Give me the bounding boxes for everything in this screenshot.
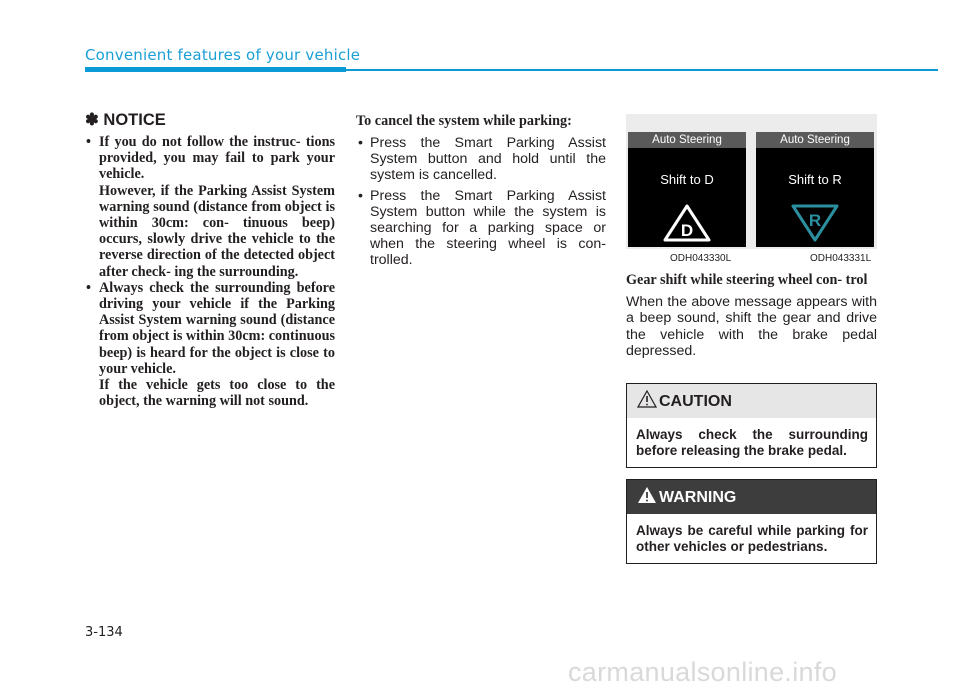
caution-header — [627, 384, 876, 418]
warning-label: WARNING — [659, 489, 737, 506]
bullet-marker: • — [86, 134, 91, 150]
panel-message: Shift to D — [660, 172, 714, 187]
cancel-section — [356, 113, 606, 273]
watermark: carmanualsonline.info — [568, 657, 837, 687]
caution-body: Always check the surrounding before releasing the brake pedal. — [636, 427, 868, 459]
caution-triangle-icon — [637, 390, 657, 408]
d-warning-triangle-icon — [663, 204, 711, 242]
gear-shift-section — [626, 272, 877, 359]
cluster-panel-shift-d — [628, 132, 746, 247]
notice-item — [85, 280, 335, 377]
figure-caption: Gear shift while steering wheel con- trol — [626, 272, 868, 288]
panel-message: Shift to R — [788, 172, 842, 187]
panel-title: Auto Steering — [628, 132, 746, 148]
image-code-left: ODH043330L — [670, 253, 732, 264]
notice-item-text: If you do not follow the instruc- tions provided, you may fail to park your vehicle. — [99, 134, 335, 183]
notice-title: ✽ NOTICE — [85, 111, 166, 129]
section-header-title: Convenient features of your vehicle — [85, 46, 361, 64]
caution-box — [626, 383, 877, 468]
cancel-item-text: Press the Smart Parking Assist System button while the system is searching for a parking space or when the steering wheel is con- trolled. — [370, 187, 606, 269]
notice-item-text: Always check the surrounding before driving your vehicle if the Parking Assist System warning sound (distance from object is within 30cm: continuous beep) is heard for the object is close to your vehicle. — [99, 279, 335, 377]
header-rule — [346, 69, 938, 71]
warning-box — [626, 479, 877, 564]
caution-label: CAUTION — [659, 393, 732, 410]
notice-item-continuation: If the vehicle gets too close to the object, the warning will not sound. — [99, 377, 335, 410]
warning-triangle-icon — [637, 486, 657, 504]
gear-shift-body: When the above message appears with a beep sound, shift the gear and drive the vehicle with the brake pedal depressed. — [626, 294, 877, 359]
bullet-marker: • — [86, 279, 91, 296]
cluster-display-figure — [626, 114, 877, 249]
page-number: 3-134 — [85, 625, 123, 640]
notice-item — [85, 134, 335, 183]
cancel-heading: To cancel the system while parking: — [356, 113, 572, 129]
warning-header — [627, 480, 876, 514]
d-letter: D — [680, 221, 694, 240]
cancel-item — [356, 188, 606, 269]
panel-title: Auto Steering — [756, 132, 874, 148]
cluster-panel-shift-r — [756, 132, 874, 247]
r-warning-triangle-icon — [791, 204, 839, 242]
cancel-item-text: Press the Smart Parking Assist System button and hold until the system is cancelled. — [370, 135, 606, 184]
bullet-marker: • — [358, 135, 363, 151]
header-accent-bar — [85, 67, 346, 72]
notice-section — [85, 110, 335, 409]
bullet-marker: • — [358, 187, 363, 204]
image-code-right: ODH043331L — [810, 253, 872, 264]
cancel-item — [356, 135, 606, 184]
notice-item-continuation: However, if the Parking Assist System warning sound (distance from object is within 30cm: con- tinuous beep) occurs, slowly drive the vehicle to the reverse direction of the detected object after check- ing the surrounding. — [99, 182, 335, 280]
r-letter: R — [808, 211, 822, 230]
warning-body: Always be careful while parking for other vehicles or pedestrians. — [636, 523, 868, 555]
